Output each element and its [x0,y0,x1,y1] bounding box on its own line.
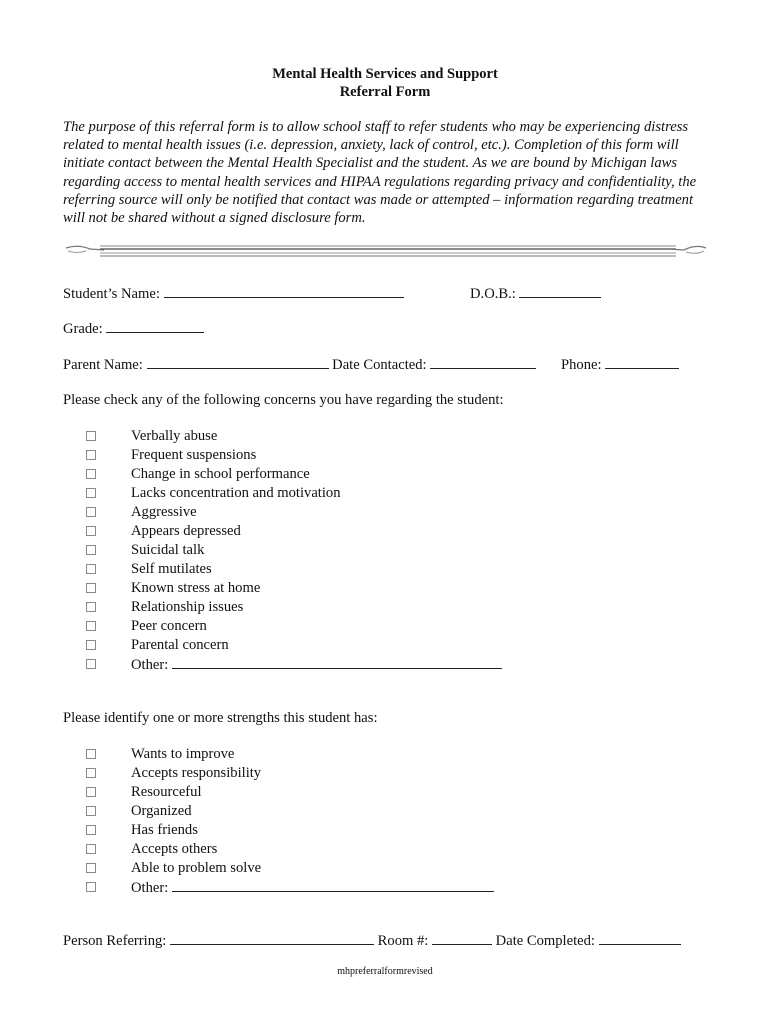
strength-checkbox[interactable] [86,806,96,816]
strength-label: Able to problem solve [131,860,262,876]
strength-checkbox[interactable] [86,863,96,873]
parent-name-label: Parent Name: [63,357,143,373]
strength-label: Has friends [131,822,198,838]
concern-checkbox[interactable] [86,640,96,650]
phone-field[interactable] [605,355,679,369]
form-code-footer: mhpreferralformrevised [337,966,433,977]
form-title: Mental Health Services and Support [272,66,498,82]
strength-checkbox[interactable] [86,768,96,778]
date-completed-field[interactable] [599,931,681,945]
concern-label: Frequent suspensions [131,447,257,463]
grade-row [63,319,204,338]
strength-checkbox[interactable] [86,749,96,759]
referral-row [63,931,681,950]
grade-field[interactable] [106,319,204,333]
strength-label: Other: [131,880,169,896]
form-subtitle: Referral Form [339,84,431,100]
concern-checkbox[interactable] [86,621,96,631]
concern-label: Known stress at home [131,580,261,596]
concern-label: Suicidal talk [131,542,205,558]
person-referring-label: Person Referring: [63,933,167,949]
concern-label: Peer concern [131,618,207,634]
concern-checkbox[interactable] [86,564,96,574]
strength-label: Resourceful [131,784,202,800]
person-referring-field[interactable] [170,931,374,945]
concern-label: Change in school performance [131,466,310,482]
strength-label: Accepts responsibility [131,765,262,781]
concern-label: Appears depressed [131,523,241,539]
concern-checkbox[interactable] [86,450,96,460]
concern-label: Verbally abuse [131,428,218,444]
strength-checkbox[interactable] [86,844,96,854]
phone-label: Phone: [561,357,602,373]
phone-row [561,355,679,374]
intro-paragraph: The purpose of this referral form is to allow school staff to refer students who may be experiencing distress related to mental health issues (i.e. depression, anxiety, lack of control, etc.). Completion of this form will initiate contact between the Mental Health Specialist and the student. As we are bound by Michigan laws regarding access to mental health services and HIPAA regulations regarding privacy and confidentiality, the referring source will only be notified that contact was made or attempted – information regarding treatment will not be shared without a signed disclosure form. [63,119,697,227]
dob-label: D.O.B.: [470,286,516,302]
strength-label: Organized [131,803,192,819]
concern-label: Aggressive [131,504,197,520]
strength-label: Accepts others [131,841,218,857]
dob-field[interactable] [519,284,601,298]
concern-checkbox[interactable] [86,431,96,441]
room-field[interactable] [432,931,492,945]
concern-other-wrap [131,655,502,674]
room-label: Room #: [377,933,429,949]
parent-name-row [63,355,536,374]
student-name-field[interactable] [164,284,404,298]
date-completed-label: Date Completed: [495,933,595,949]
strength-other-field[interactable] [172,878,494,892]
concern-checkbox[interactable] [86,469,96,479]
concern-label: Parental concern [131,637,229,653]
strength-checkbox[interactable] [86,787,96,797]
strength-label: Wants to improve [131,746,235,762]
concern-checkbox[interactable] [86,659,96,669]
grade-label: Grade: [63,321,103,337]
date-contacted-label: Date Contacted: [332,357,427,373]
strength-checkbox[interactable] [86,882,96,892]
concern-checkbox[interactable] [86,488,96,498]
date-contacted-field[interactable] [430,355,536,369]
concern-label: Other: [131,657,169,673]
concern-checkbox[interactable] [86,507,96,517]
concerns-prompt: Please check any of the following concerns you have regarding the student: [63,392,504,408]
concern-other-field[interactable] [172,655,502,669]
concern-label: Lacks concentration and motivation [131,485,341,501]
dob-row [470,284,601,303]
strengths-prompt: Please identify one or more strengths this student has: [63,710,378,726]
decorative-divider [64,240,708,262]
student-name-row [63,284,404,303]
concern-checkbox[interactable] [86,526,96,536]
concern-label: Self mutilates [131,561,212,577]
parent-name-field[interactable] [147,355,329,369]
concern-label: Relationship issues [131,599,244,615]
student-name-label: Student’s Name: [63,286,160,302]
concern-checkbox[interactable] [86,602,96,612]
concern-checkbox[interactable] [86,583,96,593]
concern-checkbox[interactable] [86,545,96,555]
strength-checkbox[interactable] [86,825,96,835]
strength-other-wrap [131,878,494,897]
